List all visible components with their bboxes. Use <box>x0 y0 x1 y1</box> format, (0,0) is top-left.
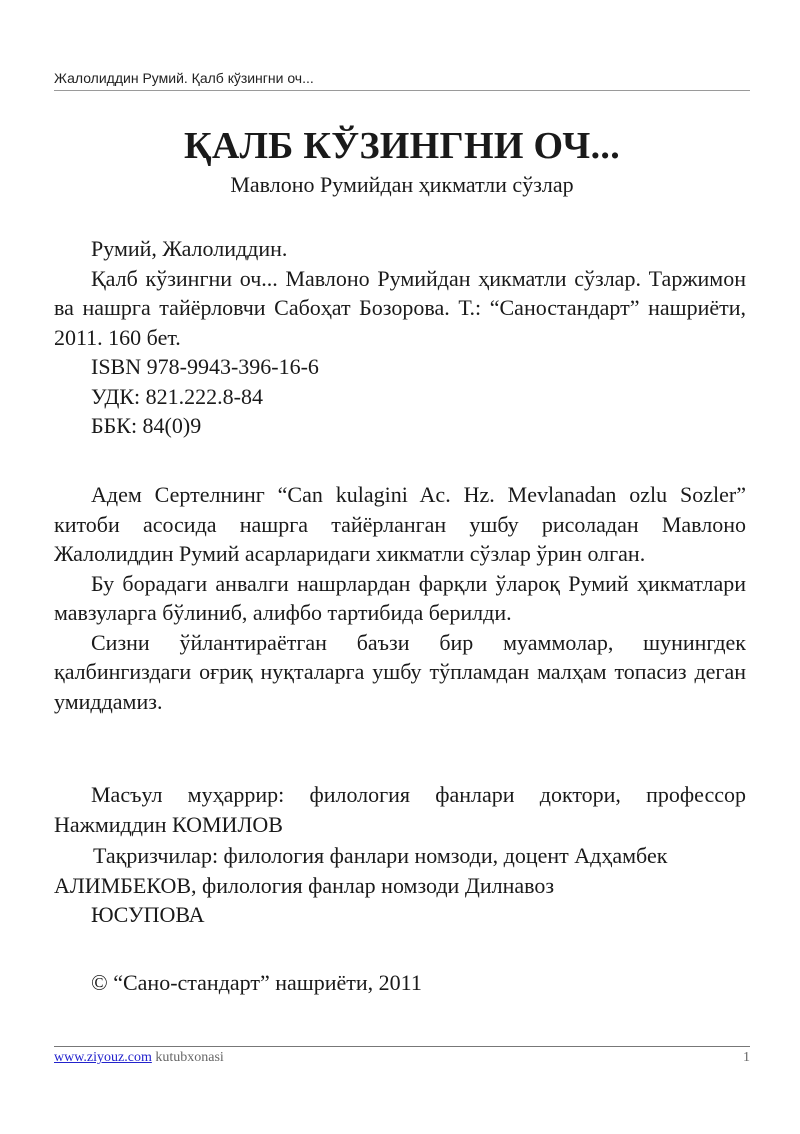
running-header <box>54 70 750 91</box>
annotation-paragraph: Адем Сертелнинг “Can kulagini Ac. Hz. Mevlanadan ozlu Sozler” китоби асосида нашрга тайёрланган ушбу рисоладан Мавлоно Жалолиддин Румий асарларидаги хикматли сўзлар ўрин олган. <box>54 482 746 566</box>
page-number: 1 <box>743 1050 750 1065</box>
credits-block <box>54 780 746 930</box>
page-footer <box>54 1050 750 1066</box>
editor-credit: Масъул муҳаррир: филология фанлари доктори, профессор Нажмиддин КОМИЛОВ <box>54 782 746 837</box>
bib-author: Румий, Жалолиддин. <box>91 236 288 261</box>
bib-udk: УДК: 821.222.8-84 <box>91 383 263 409</box>
running-title: Жалолиддин Румий. Қалб кўзингни оч... <box>54 70 314 86</box>
bib-description: Қалб кўзингни оч... Мавлоно Румийдан ҳикматли сўзлар. Таржимон ва нашрга тайёрловчи Сабоҳат Бозорова. Т.: “Саностандарт” нашриёти, 2011. 160 бет. <box>54 265 746 350</box>
copyright-notice: © “Сано-стандарт” нашриёти, 2011 <box>91 970 422 995</box>
site-link[interactable]: www.ziyouz.com <box>54 1050 152 1065</box>
annotation-paragraph: Сизни ўйлантираётган баъзи бир муаммолар, шунингдек қалбингиздаги оғриқ нуқталарга ушбу тўпламдан малҳам топасиз деган умиддамиз. <box>54 629 746 714</box>
reviewers-line-3: ЮСУПОВА <box>91 902 205 927</box>
annotation-paragraph: Бу борадаги анвалги нашрлардан фарқли ўлароқ Румий ҳикматлари мавзуларга бўлиниб, алифбо тартибида берилди. <box>54 570 746 625</box>
bib-isbn: ISBN 978-9943-396-16-6 <box>91 354 319 379</box>
footer-divider <box>54 1046 750 1047</box>
bib-bbk: ББК: 84(0)9 <box>91 413 202 438</box>
site-link-suffix: kutubxonasi <box>151 1050 224 1065</box>
copyright-block <box>54 968 746 998</box>
book-subtitle: Мавлоно Румийдан ҳикматли сўзлар <box>230 172 574 197</box>
bibliographic-block <box>54 234 746 441</box>
book-title: ҚАЛБ КЎЗИНГНИ ОЧ... <box>183 125 621 167</box>
annotation-block <box>54 480 746 716</box>
reviewers-line-2: АЛИМБЕКОВ, филология фанлар номзоди Дилнавоз <box>54 872 555 898</box>
reviewers-line-1: Тақризчилар: филология фанлари номзоди, доцент Адҳамбек <box>93 843 668 868</box>
